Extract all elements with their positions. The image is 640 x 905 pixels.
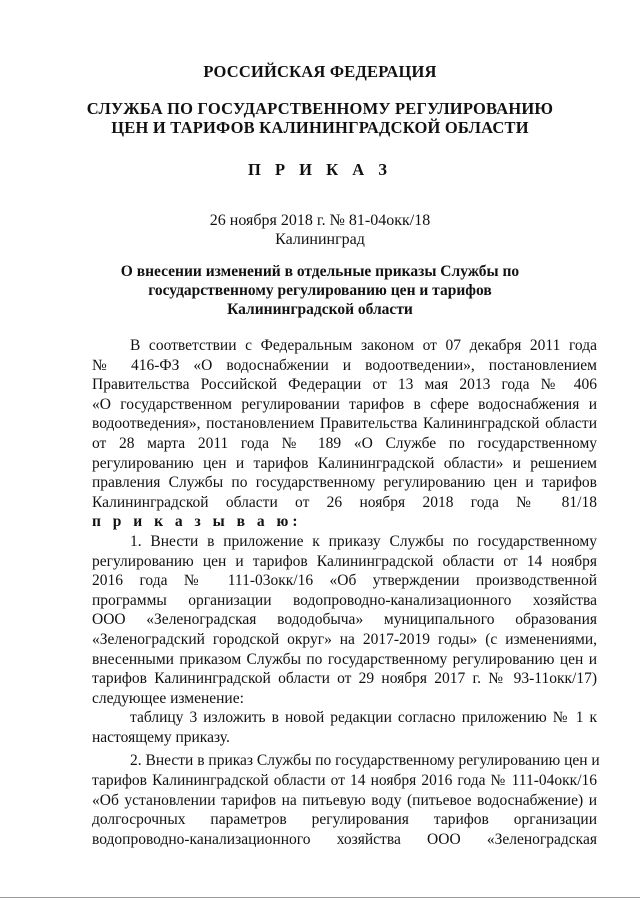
item1-sub-line: таблицу 3 изложить в новой редакции согласно приложению № 1 к bbox=[130, 709, 597, 727]
item2-line: «Об установлении тарифов на питьевую воду (питьевое водоснабжение) и bbox=[92, 791, 597, 809]
subject-line-3: Калининградской области bbox=[227, 301, 413, 318]
city: Калининград bbox=[275, 231, 365, 248]
document-body bbox=[92, 336, 600, 849]
item1-line: программы организации водопроводно-канализационного хозяйства bbox=[92, 591, 597, 609]
subject-line-1: О внесении изменений в отдельные приказы Службы по bbox=[120, 263, 520, 280]
preamble-line: Правительства Российской Федерации от 13 мая 2013 года № 406 bbox=[92, 376, 597, 394]
item1-sub-line: настоящему приказу. bbox=[92, 728, 230, 746]
item1-line: внесенными приказом Службы по государственному регулированию цен и bbox=[92, 650, 597, 668]
order-word: п р и к а з ы в а ю: bbox=[92, 513, 302, 531]
preamble-line: В соответствии с Федеральным законом от 07 декабря 2011 года bbox=[130, 337, 597, 354]
item1-line: «Зеленоградский городской округ» на 2017-2019 годы» (с изменениями, bbox=[92, 630, 597, 648]
item1-line: регулированию цен и тарифов Калининградской области от 14 ноября bbox=[92, 552, 597, 570]
preamble-line: Калининградской области от 26 ноября 2018 года № 81/18 bbox=[92, 493, 597, 511]
item1-line: 1. Внести в приложение к приказу Службы по государственному bbox=[130, 532, 597, 550]
country-heading: РОССИЙСКАЯ ФЕДЕРАЦИЯ bbox=[203, 62, 437, 81]
item2-line: водопроводно-канализационного хозяйства ООО «Зеленоградская bbox=[92, 830, 597, 848]
item2-line: долгосрочных параметров регулирования тарифов организации bbox=[92, 811, 597, 829]
item1-line: следующее изменение: bbox=[92, 689, 244, 707]
scan-bottom-edge bbox=[0, 897, 640, 898]
agency-heading-line1: СЛУЖБА ПО ГОСУДАРСТВЕННОМУ РЕГУЛИРОВАНИЮ bbox=[86, 99, 554, 118]
preamble-line: № 416-ФЗ «О водоснабжении и водоотведении», постановлением bbox=[92, 356, 597, 374]
item1-line: тарифов Калининградской области от 29 ноября 2017 г. № 93-11окк/17) bbox=[92, 670, 597, 688]
preamble-line: регулированию цен и тарифов Калининградской области» и решением bbox=[92, 454, 597, 472]
preamble-line: от 28 марта 2011 года № 189 «О Службе по государственному bbox=[92, 434, 597, 452]
item2-line: 2. Внести в приказ Службы по государственному регулированию цен и bbox=[130, 752, 600, 770]
document-type-heading: П Р И К А З bbox=[248, 160, 392, 179]
preamble-line: правления Службы по государственному регулированию цен и тарифов bbox=[92, 474, 597, 492]
item2-line: тарифов Калининградской области от 14 ноября 2016 года № 111-04окк/16 bbox=[92, 772, 597, 790]
item1-line: ООО «Зеленоградская вододобыча» муниципального образования bbox=[92, 611, 597, 629]
preamble-line: водоотведения», постановлением Правительства Калининградской области bbox=[92, 415, 597, 433]
subject-line-2: государственному регулированию цен и тарифов bbox=[148, 282, 492, 299]
date-number: 26 ноября 2018 г. № 81-04окк/18 bbox=[209, 212, 431, 229]
agency-heading-line2: ЦЕН И ТАРИФОВ КАЛИНИНГРАДСКОЙ ОБЛАСТИ bbox=[111, 118, 529, 137]
item1-line: 2016 года № 111-03окк/16 «Об утверждении производственной bbox=[92, 572, 597, 590]
preamble-line: «О государственном регулировании тарифов в сфере водоснабжения и bbox=[92, 395, 597, 413]
